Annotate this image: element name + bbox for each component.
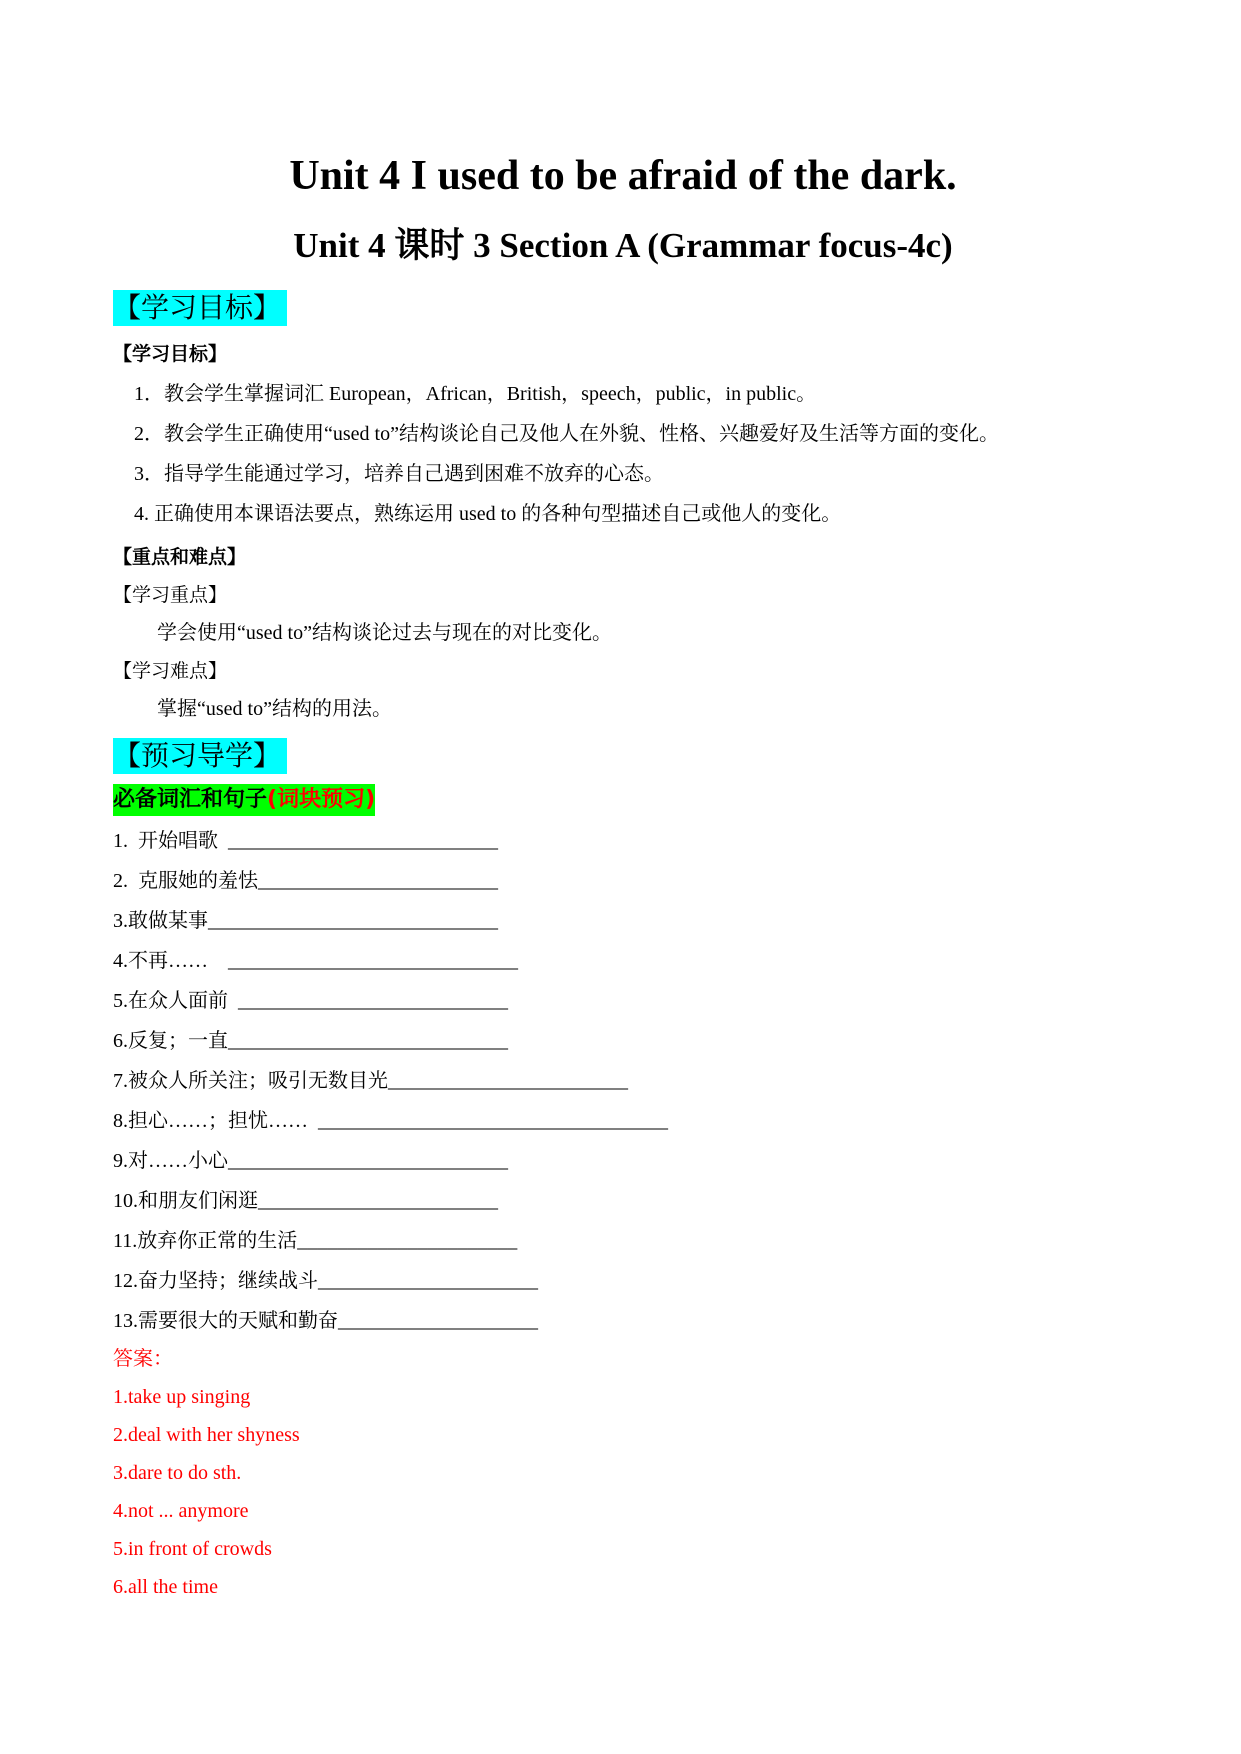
answer-item: 1.take up singing [113,1386,251,1408]
objective-item: 3．指导学生能通过学习，培养自己遇到困难不放弃的心态。 [134,463,664,485]
page-title: Unit 4 I used to be afraid of the dark. [289,153,957,199]
objectives-subheading: 【学习目标】 [113,343,228,365]
preview-section-heading: 【预习导学】 [113,738,287,774]
objectives-section [113,270,1133,724]
preview-section [113,724,1133,1602]
objective-item: 2．教会学生正确使用“used to”结构谈论自己及他人在外貌、性格、兴趣爱好及生活等方面的变化。 [134,423,999,445]
answer-item: 5.in front of crowds [113,1538,272,1560]
vocab-heading [113,784,375,816]
vocab-item: 3.敢做某事_____________________________ [113,910,498,932]
vocab-heading-text: 必备词汇和句子 [113,787,268,812]
vocab-item: 13.需要很大的天赋和勤奋____________________ [113,1310,538,1332]
objective-item: 1．教会学生掌握词汇 European，African，British，speech，public，in public。 [134,383,817,405]
vocab-item: 1. 开始唱歌 ___________________________ [113,830,498,852]
answer-item: 6.all the time [113,1576,218,1598]
key-points-label: 【学习重点】 [113,584,228,606]
vocab-item: 4.不再…… _____________________________ [113,950,518,972]
vocab-item: 7.被众人所关注；吸引无数目光________________________ [113,1070,628,1092]
difficult-points-text: 掌握“used to”结构的用法。 [157,698,392,720]
key-points-text: 学会使用“used to”结构谈论过去与现在的对比变化。 [157,622,612,644]
vocab-item: 12.奋力坚持；继续战斗______________________ [113,1270,538,1292]
vocab-heading-red: (词块预习) [267,787,376,812]
vocab-item: 6.反复；一直____________________________ [113,1030,508,1052]
vocab-item: 5.在众人面前 ___________________________ [113,990,508,1012]
answer-item: 2.deal with her shyness [113,1424,300,1446]
difficult-points-label: 【学习难点】 [113,660,228,682]
vocab-item: 11.放弃你正常的生活______________________ [113,1230,518,1252]
answer-item: 4.not ... anymore [113,1500,249,1522]
answer-item: 3.dare to do sth. [113,1462,242,1484]
vocab-item: 2. 克服她的羞怯________________________ [113,870,498,892]
document-page [113,150,1133,1602]
key-difficult-heading: 【重点和难点】 [113,546,247,568]
vocab-item: 10.和朋友们闲逛________________________ [113,1190,498,1212]
vocab-item: 9.对……小心____________________________ [113,1150,508,1172]
answers-label: 答案： [113,1348,173,1370]
objectives-section-heading: 【学习目标】 [113,290,287,326]
objective-item: 4. 正确使用本课语法要点，熟练运用 used to 的各种句型描述自己或他人的变化。 [134,503,842,525]
vocab-item: 8.担心……；担忧…… ___________________________________ [113,1110,668,1132]
page-subtitle: Unit 4 课时 3 Section A (Grammar focus-4c) [293,226,953,265]
